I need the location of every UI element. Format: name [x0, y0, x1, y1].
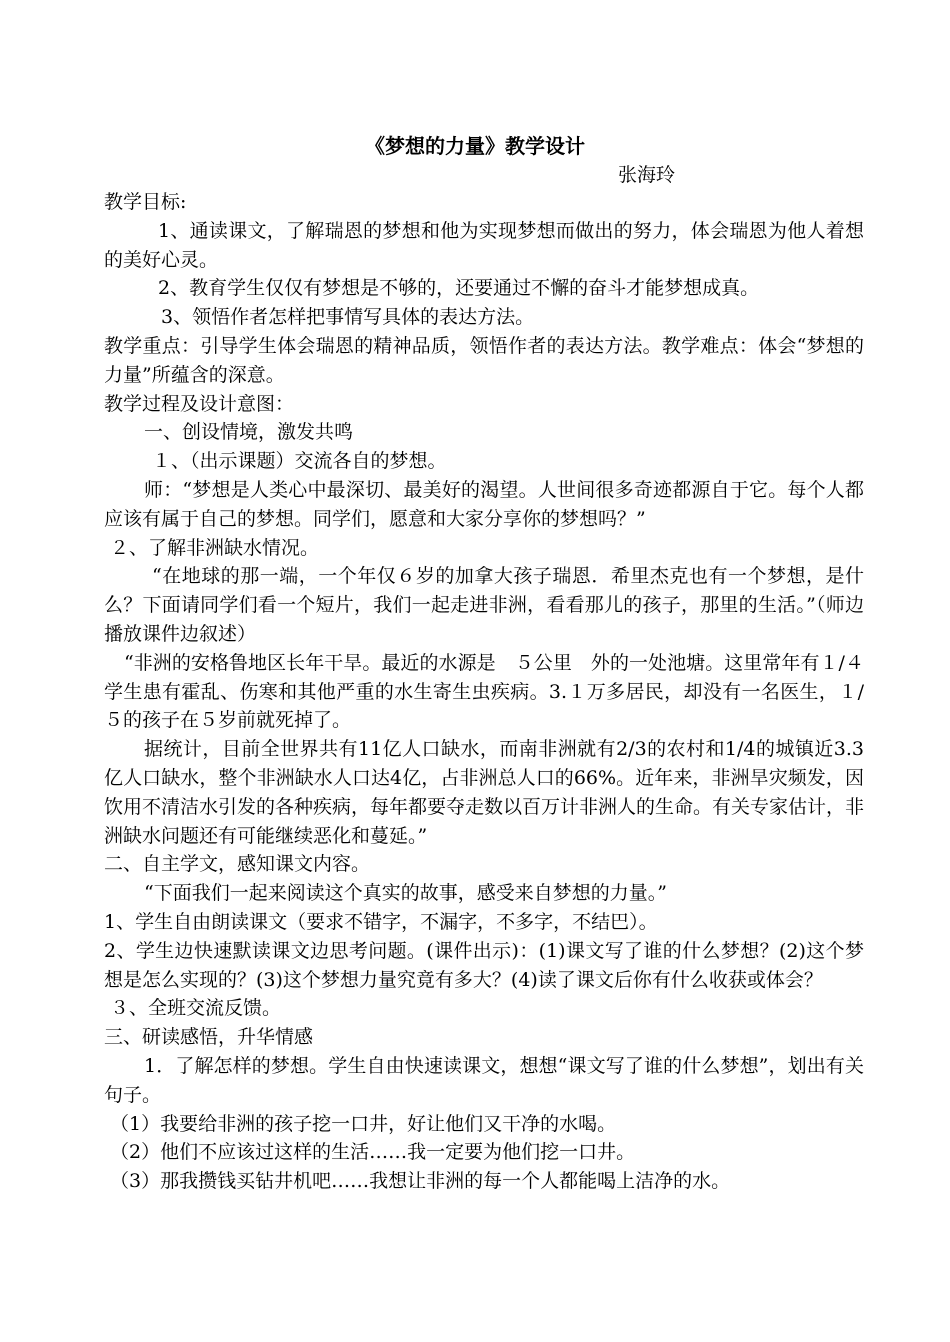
teacher-quote-paragraph: 师：“梦想是人类心中最深切、最美好的渴望。人世间很多奇迹都源自于它。每个人都应该有属于自己的梦想。同学们，愿意和大家分享你的梦想吗？” — [104, 478, 864, 530]
part-3-heading: 三、研读感悟，升华情感 — [104, 1026, 314, 1049]
step-1-2: ２、了解非洲缺水情况。 — [110, 536, 320, 559]
key-points-paragraph: 教学重点：引导学生体会瑞恩的精神品质，领悟作者的表达方法。教学难点：体会“梦想的力量”所蕴含的深意。 — [104, 334, 864, 386]
document-title: 《梦想的力量》教学设计 — [365, 134, 585, 158]
quote-item-3: （3）那我攒钱买钻井机吧……我想让非洲的每一个人都能喝上洁净的水。 — [110, 1170, 731, 1193]
reading-intro-paragraph: “下面我们一起来阅读这个真实的故事，感受来自梦想的力量。” — [144, 882, 667, 905]
section-heading-objectives: 教学目标: — [104, 191, 187, 213]
objective-3: 3、领悟作者怎样把事情写具体的表达方法。 — [161, 306, 535, 329]
document-author: 张海玲 — [618, 164, 676, 186]
objective-1: 1、通读课文，了解瑞恩的梦想和他为实现梦想而做出的努力，体会瑞恩为他人着想的美好心灵。 — [104, 219, 864, 271]
document-body — [104, 188, 864, 1196]
africa-water-paragraph: “非洲的安格鲁地区长年干旱。最近的水源是 ５公里 外的一处池塘。这里常年有１/４学生患有霍乱、伤寒和其他严重的水生寄生虫疾病。3.１万多居民，却没有一名医生，１/５的孩子在５岁前就死掉了。 — [104, 651, 864, 732]
objective-2: 2、教育学生仅仅有梦想是不够的，还要通过不懈的奋斗才能梦想成真。 — [158, 277, 760, 300]
step-2-1: 1、学生自由朗读课文（要求不错字，不漏字，不多字，不结巴）。 — [104, 910, 658, 933]
step-1-1: １、（出示课题）交流各自的梦想。 — [152, 450, 447, 473]
quote-item-2: （2）他们不应该过这样的生活……我一定要为他们挖一口井。 — [110, 1141, 636, 1164]
narration-paragraph: “在地球的那一端，一个年仅６岁的加拿大孩子瑞恩．希里杰克也有一个梦想，是什么？下面请同学们看一个短片，我们一起走进非洲，看看那儿的孩子，那里的生活。”（师边播放课件边叙述） — [104, 565, 864, 645]
part-1-heading: 一、创设情境，激发共鸣 — [144, 421, 354, 444]
statistics-paragraph: 据统计，目前全世界共有11亿人口缺水，而南非洲就有2/3的农村和1/4的城镇近3.3亿人口缺水，整个非洲缺水人口达4亿，占非洲总人口的66%。近年来，非洲旱灾频发，因饮用不清洁水引发的各种疾病，每年都要夺走数以百万计非洲人的生命。有关专家估计，非洲缺水问题还有可能继续恶化和蔓延。” — [104, 738, 865, 847]
section-heading-process: 教学过程及设计意图： — [104, 392, 295, 415]
quote-item-1: （1）我要给非洲的孩子挖一口井，好让他们又干净的水喝。 — [110, 1112, 617, 1135]
step-2-2: 2、学生边快速默读课文边思考问题。(课件出示)：(1)课文写了谁的什么梦想？(2)这个梦想是怎么实现的？(3)这个梦想力量究竟有多大？(4)读了课文后你有什么收获或体会？ — [104, 939, 864, 991]
step-2-3: ３、全班交流反馈。 — [110, 997, 282, 1020]
step-3-1: 1．了解怎样的梦想。学生自由快速读课文，想想“课文写了谁的什么梦想”，划出有关句子。 — [104, 1054, 864, 1106]
part-2-heading: 二、自主学文，感知课文内容。 — [104, 853, 371, 876]
